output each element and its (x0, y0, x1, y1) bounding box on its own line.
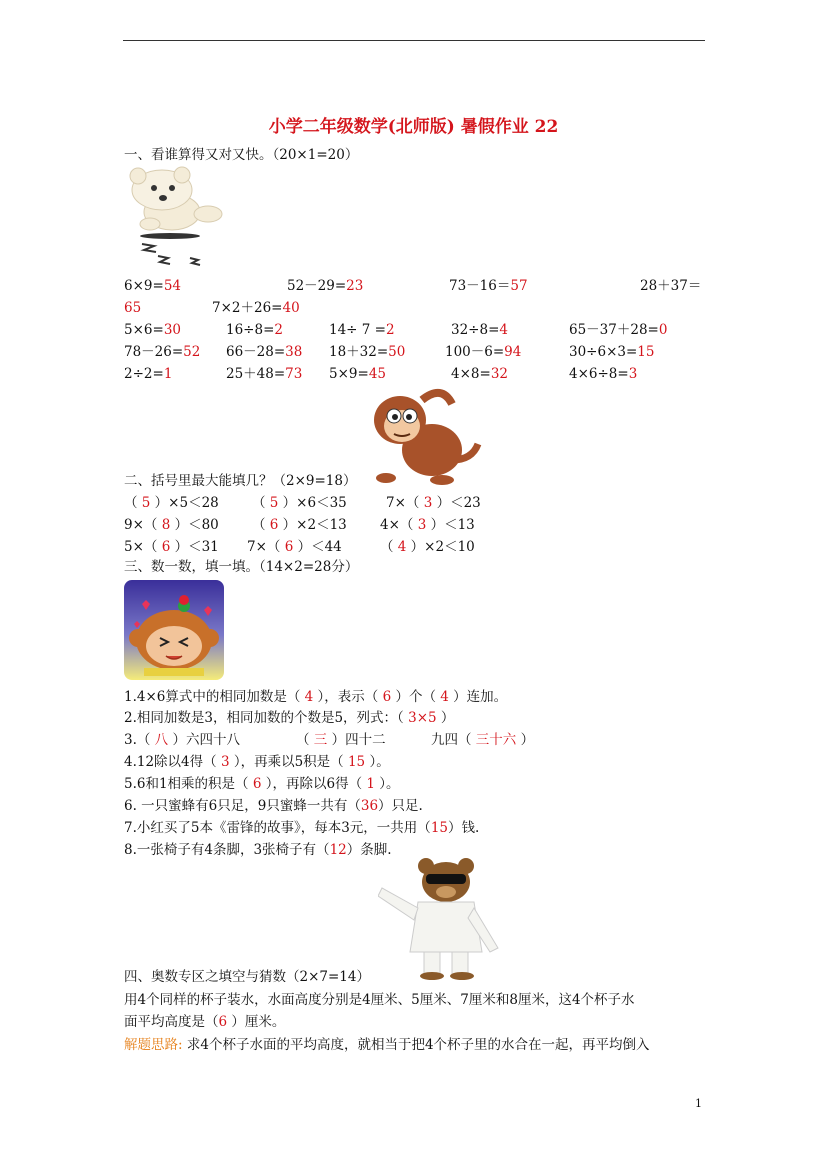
answer: 6 (284, 539, 294, 555)
answer: 0 (658, 322, 668, 338)
arithmetic-question: 5×6= (124, 322, 164, 338)
page-number: 1 (695, 1097, 702, 1110)
answer: 5 (141, 495, 151, 511)
answer: 65 (124, 300, 142, 316)
answer: 6 (161, 539, 171, 555)
arithmetic-item (226, 343, 302, 361)
answer: 6 (382, 689, 392, 705)
hint-label: 解题思路: (124, 1037, 183, 1053)
arithmetic-question: 5×9= (329, 366, 369, 382)
arithmetic-question: 25＋48= (226, 366, 286, 382)
answer: 1 (163, 366, 173, 382)
answer: 2 (385, 322, 395, 338)
answer: 15 (430, 820, 448, 836)
answer: 54 (163, 278, 181, 294)
arithmetic-question: 14÷ 7 = (329, 322, 386, 338)
olympiad-problem-line2: 面平均高度是（6 ）厘米。 (124, 1014, 286, 1030)
arithmetic-question: 6×9= (124, 278, 164, 294)
answer: 3×5 (408, 710, 437, 726)
arithmetic-question: 52－29= (287, 278, 347, 294)
answer: 3 (220, 754, 230, 770)
answer: 40 (282, 300, 300, 316)
question-3: 3.（ 八 ）六四十八 （ 三 ）四十二 九四（ 三十六 ） (124, 732, 535, 748)
answer: 5 (269, 495, 279, 511)
answer: 73 (285, 366, 303, 382)
arithmetic-question: 66－28= (226, 344, 286, 360)
inequality-item: （ 5 ）×5＜28 (124, 495, 219, 511)
answer: 38 (285, 344, 303, 360)
arithmetic-question: 30÷6×3= (569, 344, 638, 360)
arithmetic-item (329, 343, 405, 361)
monkey-hearts-image (124, 580, 224, 680)
arithmetic-question: 7×2＋26= (212, 300, 283, 316)
arithmetic-item (569, 321, 667, 339)
section3-heading: 三、数一数，填一填。（14×2=28分） (124, 559, 359, 575)
arithmetic-question: 78－26= (124, 344, 184, 360)
arithmetic-question: 4×8= (451, 366, 491, 382)
answer: 15 (637, 344, 655, 360)
answer: 15 (347, 754, 366, 770)
question-8: 8.一张椅子有4条脚，3张椅子有（12）条脚. (124, 842, 392, 858)
question-6: 6. 一只蜜蜂有6只足，9只蜜蜂一共有（36）只足. (124, 798, 423, 814)
answer: 4 (397, 539, 407, 555)
answer: 36 (360, 798, 379, 814)
page-title: 小学二年级数学(北师版) 暑假作业 22 (268, 117, 559, 137)
header-rule (123, 40, 705, 41)
answer: 23 (346, 278, 364, 294)
answer: 30 (163, 322, 181, 338)
arithmetic-question: 16÷8= (226, 322, 275, 338)
inequality-item: （ 6 ）×2＜13 (252, 517, 347, 533)
monkey-image (362, 380, 486, 486)
answer: 6 (252, 776, 262, 792)
question-1: 1.4×6算式中的相同加数是（ 4 ），表示（ 6 ）个（ 4 ）连加。 (124, 689, 508, 705)
arithmetic-item (226, 321, 283, 339)
answer: 八 (154, 732, 169, 748)
section1-heading: 一、看谁算得又对又快。（20×1=20） (124, 147, 359, 163)
arithmetic-item (124, 321, 181, 339)
answer: 三 (313, 732, 328, 748)
arithmetic-item (569, 343, 654, 361)
arithmetic-item (212, 299, 300, 317)
answer: 3 (417, 517, 427, 533)
inequality-item: （ 4 ）×2＜10 (380, 539, 475, 555)
arithmetic-question: 18＋32= (329, 344, 389, 360)
answer: 3 (423, 495, 433, 511)
arithmetic-item (569, 365, 637, 383)
arithmetic-question: 65－37＋28= (569, 322, 659, 338)
arithmetic-item (451, 321, 508, 339)
answer: 8 (161, 517, 171, 533)
olympiad-problem-line1: 用4个同样的杯子装水，水面高度分别是4厘米、5厘米、7厘米和8厘米，这4个杯子水 (124, 992, 635, 1008)
answer: 94 (504, 344, 522, 360)
question-5: 5.6和1相乘的积是（ 6 ），再除以6得（ 1 ）。 (124, 776, 400, 792)
answer: 52 (183, 344, 201, 360)
answer: 2 (274, 322, 283, 338)
arithmetic-question: 32÷8= (451, 322, 500, 338)
arithmetic-question: 73－16＝ (449, 278, 511, 294)
answer: 32 (490, 366, 508, 382)
inequality-item: 7×（ 6 ）＜44 (247, 539, 342, 555)
arithmetic-item (449, 277, 528, 295)
arithmetic-question: 2÷2= (124, 366, 164, 382)
solution-hint: 解题思路: 求4个杯子水面的平均高度，就相当于把4个杯子里的水合在一起，再平均倒入 (124, 1037, 650, 1053)
answer: 6 (218, 1014, 228, 1030)
arithmetic-item (640, 277, 701, 295)
arithmetic-item (329, 321, 395, 339)
answer: 3 (628, 366, 638, 382)
arithmetic-item (124, 299, 141, 317)
section2-heading: 二、括号里最大能填几？（2×9=18） (124, 473, 357, 489)
inequality-item: 9×（ 8 ）＜80 (124, 517, 219, 533)
arithmetic-item (287, 277, 363, 295)
answer: 4 (499, 322, 508, 338)
inequality-item: 7×（ 3 ）＜23 (386, 495, 481, 511)
arithmetic-item (124, 277, 181, 295)
inequality-item: 5×（ 6 ）＜31 (124, 539, 219, 555)
arithmetic-question: 4×6÷8= (569, 366, 629, 382)
question-4: 4.12除以4得（ 3 ），再乘以5积是（ 15 ）。 (124, 754, 390, 770)
arithmetic-item (124, 365, 172, 383)
answer: 4 (440, 689, 449, 705)
arithmetic-question: 28＋37＝ (640, 278, 702, 294)
section4-heading: 四、奥数专区之填空与猜数（2×7=14） (124, 969, 370, 985)
question-2: 2.相同加数是3，相同加数的个数是5，列式：（ 3×5 ） (124, 710, 455, 726)
answer: 1 (366, 776, 375, 792)
answer: 三十六 (475, 732, 517, 748)
answer: 45 (368, 366, 386, 382)
arithmetic-item (226, 365, 302, 383)
question-7: 7.小红买了5本《雷锋的故事》，每本3元，一共用（15）钱. (124, 820, 480, 836)
answer: 12 (329, 842, 347, 858)
arithmetic-item (124, 343, 200, 361)
answer: 57 (510, 278, 528, 294)
answer: 6 (269, 517, 279, 533)
polar-bear-image (122, 166, 234, 272)
answer: 50 (388, 344, 406, 360)
answer: 4 (304, 689, 314, 705)
arithmetic-item (445, 343, 521, 361)
inequality-item: 4×（ 3 ）＜13 (380, 517, 475, 533)
teddy-bear-image (378, 856, 512, 980)
arithmetic-question: 100－6= (445, 344, 505, 360)
inequality-item: （ 5 ）×6＜35 (252, 495, 347, 511)
